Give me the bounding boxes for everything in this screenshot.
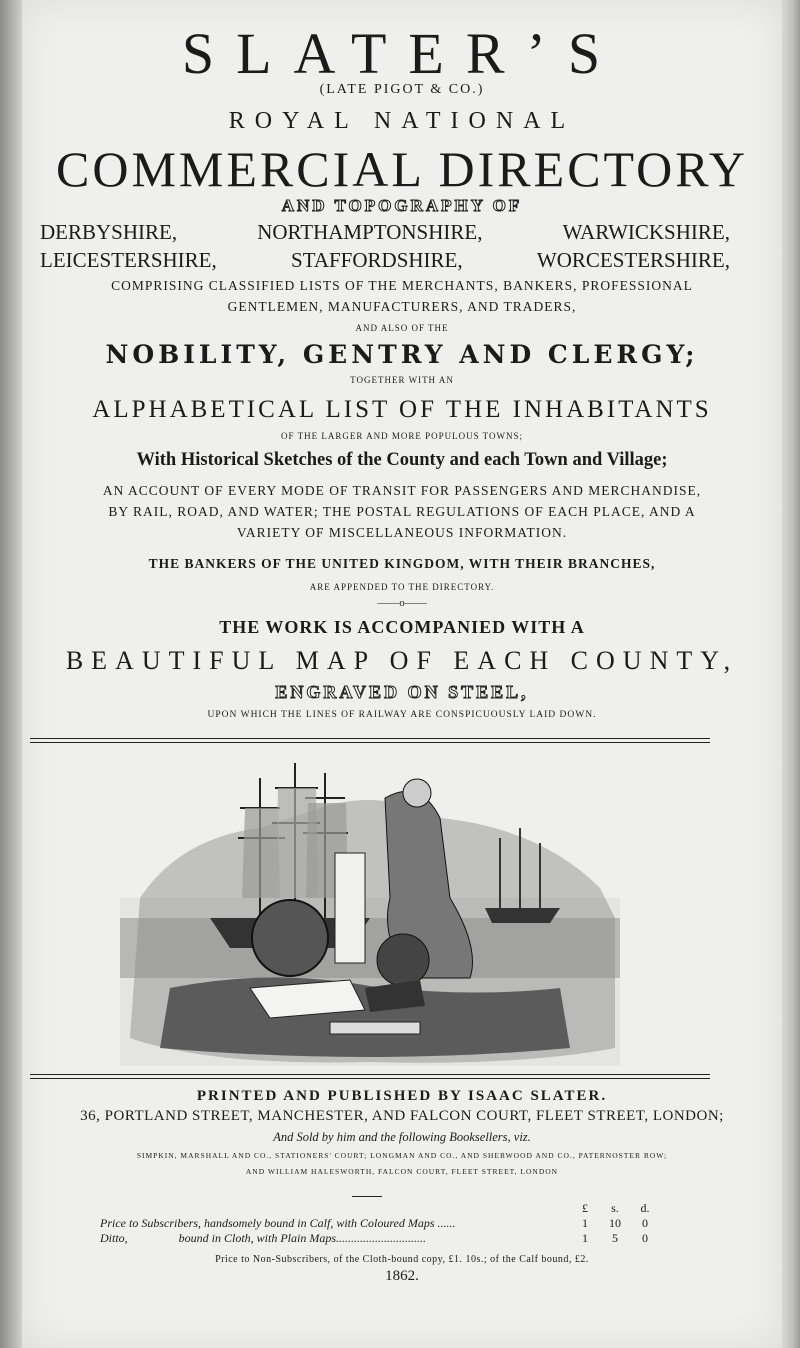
counties-list [40,220,730,276]
pounds-header: £ [582,1201,588,1215]
pence-header: d. [640,1201,650,1215]
price-pounds: 1 [582,1216,588,1230]
shillings-header: s. [611,1201,619,1215]
non-subscribers-line: Price to Non-Subscribers, of the Cloth-bound copy, £1. 10s.; of the Calf bound, £2. [215,1254,589,1265]
publisher-name: SLATER’S [181,21,623,86]
sold-by-line: And Sold by him and the following Booksellers, viz. [273,1130,531,1144]
county: DERBYSHIRE, [40,220,178,244]
and-also-line: AND ALSO OF THE [355,323,449,333]
double-rule-top [30,738,710,743]
appended-line: ARE APPENDED TO THE DIRECTORY. [309,582,495,592]
county: WORCESTERSHIRE, [536,248,730,272]
county: LEICESTERSHIRE, [40,248,217,272]
work-line: THE WORK IS ACCOMPANIED WITH A [219,617,585,637]
printed-by-line: PRINTED AND PUBLISHED BY ISAAC SLATER. [196,1088,608,1104]
price-pence: 0 [642,1231,648,1245]
account-line: VARIETY OF MISCELLANEOUS INFORMATION. [236,525,568,540]
royal-national-line: ROYAL NATIONAL [228,108,576,134]
larger-towns-line: OF THE LARGER AND MORE POPULOUS TOWNS; [280,431,524,441]
price-table [100,1201,660,1246]
topography-line: AND TOPOGRAPHY OF [281,196,523,215]
bankers-line: THE BANKERS OF THE UNITED KINGDOM, WITH THEIR BRANCHES, [148,556,656,571]
account-line: BY RAIL, ROAD, AND WATER; THE POSTAL REGULATIONS OF EACH PLACE, AND A [108,504,696,519]
county: WARWICKSHIRE, [562,220,730,244]
county: STAFFORDSHIRE, [291,248,463,272]
price-row [100,1231,660,1246]
nobility-line: NOBILITY, GENTRY AND CLERGY; [105,340,699,369]
booksellers-line: SIMPKIN, MARSHALL AND CO., STATIONERS' COURT; LONGMAN AND CO., AND SHERWOOD AND CO., PATERNOSTER ROW; [136,1151,668,1160]
price-row [100,1216,660,1231]
price-pence: 0 [642,1216,648,1230]
publication-year: 1862. [385,1268,419,1284]
counties-row [40,220,730,248]
account-line: AN ACCOUNT OF EVERY MODE OF TRANSIT FOR PASSENGERS AND MERCHANDISE, [102,483,702,498]
short-rule [352,1196,382,1197]
price-shillings: 5 [612,1231,618,1245]
double-rule-bottom [30,1074,710,1079]
alphabetical-line: ALPHABETICAL LIST OF THE INHABITANTS [92,396,712,423]
ornament-divider: ——o—— [377,597,427,609]
price-shillings: 10 [609,1216,621,1230]
main-title: COMMERCIAL DIRECTORY [55,141,748,197]
address-line: 36, PORTLAND STREET, MANCHESTER, AND FALCON COURT, FLEET STREET, LONDON; [80,1108,724,1124]
historical-line: With Historical Sketches of the County and each Town and Village; [136,450,668,470]
counties-row [40,248,730,276]
price-pounds: 1 [582,1231,588,1245]
railway-line: UPON WHICH THE LINES OF RAILWAY ARE CONSPICUOUSLY LAID DOWN. [207,710,597,720]
comprising-line: COMPRISING CLASSIFIED LISTS OF THE MERCHANTS, BANKERS, PROFESSIONAL [111,278,693,293]
booksellers-line: AND WILLIAM HALESWORTH, FALCON COURT, FLEET STREET, LONDON [245,1167,559,1176]
allegorical-engraving [120,748,620,1066]
together-line: TOGETHER WITH AN [350,375,454,385]
late-pigot-line: (LATE PIGOT & CO.) [319,82,485,97]
price-label: Ditto, bound in Cloth, with Plain Maps.............................. [100,1231,427,1245]
price-label: Price to Subscribers, handsomely bound in Calf, with Coloured Maps ...... [100,1216,456,1230]
page-right-edge [782,0,800,1348]
gentlemen-line: GENTLEMEN, MANUFACTURERS, AND TRADERS, [227,299,577,314]
beautiful-map-line: BEAUTIFUL MAP OF EACH COUNTY, [65,646,739,675]
price-header-row [100,1201,660,1216]
engraved-line: ENGRAVED ON STEEL, [275,682,529,702]
county: NORTHAMPTONSHIRE, [257,220,483,244]
page-left-edge [0,0,22,1348]
